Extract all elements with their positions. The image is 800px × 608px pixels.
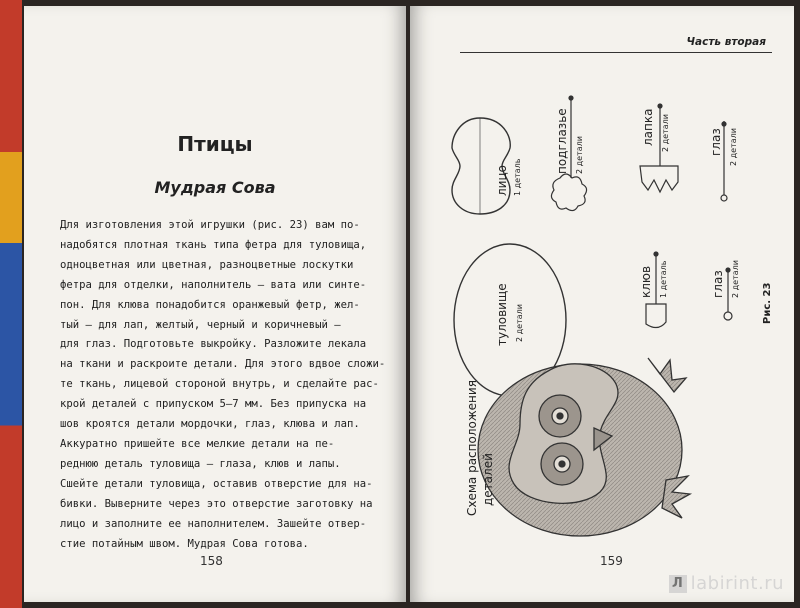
body-line: фетра для отделки, наполнитель — вата или синте-: [60, 278, 367, 291]
watermark: [669, 573, 784, 594]
page-number-right: 159: [600, 554, 623, 568]
body-line: Для изготовления этой игрушки (рис. 23) вам по-: [60, 219, 360, 231]
body-line: те ткань, лицевой стороной внутрь, и сделайте рас-: [60, 378, 379, 391]
body-line: надобятся плотная ткань типа фетра для туловища,: [60, 238, 367, 251]
body-line: одноцветная или цветная, разноцветные лоскутки: [60, 258, 354, 271]
body-line: для глаз. Подготовьте выкройку. Разложите лекала: [60, 338, 367, 351]
label-scheme-line2: деталей: [481, 453, 495, 506]
label-face: лицо: [495, 165, 509, 196]
body-line: тый — для лап, желтый, черный и коричневый —: [60, 318, 341, 331]
body-line: реднюю деталь туловища — глаза, клюв и лапы.: [60, 457, 341, 470]
right-page: [410, 6, 794, 602]
label-body: туловище: [495, 283, 509, 346]
body-line: пон. Для клюва понадобится оранжевый фетр, жел-: [60, 298, 360, 311]
label-scheme-line1: Схема расположения: [465, 380, 479, 516]
label-eye-mid-count: 2 детали: [731, 260, 740, 298]
body-line: Аккуратно пришейте все мелкие детали на пе-: [60, 437, 335, 450]
body-line: на ткани и раскроите детали. Для этого вдвое сложи-: [60, 358, 386, 371]
body-line: бивки. Выверните через это отверстие заготовку на: [60, 497, 373, 510]
body-line: стие потайным швом. Мудрая Сова готова.: [60, 537, 309, 550]
body-line: шов кроятся детали мордочки, глаз, клюва и лап.: [60, 418, 360, 431]
chapter-title: Птицы: [177, 132, 253, 156]
figure-label: Рис. 23: [762, 282, 773, 324]
label-beak-count: 1 деталь: [659, 260, 668, 298]
label-eye-top-count: 2 детали: [729, 128, 738, 166]
page-number-left: 158: [200, 554, 223, 568]
body-line: крой деталей с припуском 5–7 мм. Без припуска на: [60, 398, 367, 411]
label-eye-mid: глаз: [711, 270, 725, 298]
label-eye-pad-count: 2 детали: [575, 136, 584, 174]
pattern-diagram: [410, 6, 794, 602]
label-eye-top: глаз: [709, 128, 723, 156]
watermark-text: labirint.ru: [690, 573, 784, 594]
label-paw: лапка: [641, 108, 655, 146]
label-paw-count: 2 детали: [661, 114, 670, 152]
body-text: [60, 216, 386, 554]
label-face-count: 1 деталь: [513, 158, 522, 196]
section-title: Мудрая Сова: [154, 178, 276, 197]
label-body-count: 2 детали: [515, 304, 524, 342]
left-page: [24, 6, 406, 602]
body-line: лицо и заполните ее наполнителем. Зашейте отвер-: [60, 517, 367, 530]
book-cover-edge: [0, 0, 22, 608]
running-head: Часть вторая: [686, 36, 766, 48]
watermark-logo-icon: Л: [669, 575, 687, 593]
body-line: Сшейте детали туловища, оставив отверстие для на-: [60, 477, 373, 490]
label-beak: клюв: [639, 265, 653, 298]
label-eye-pad: подглазье: [555, 108, 569, 174]
